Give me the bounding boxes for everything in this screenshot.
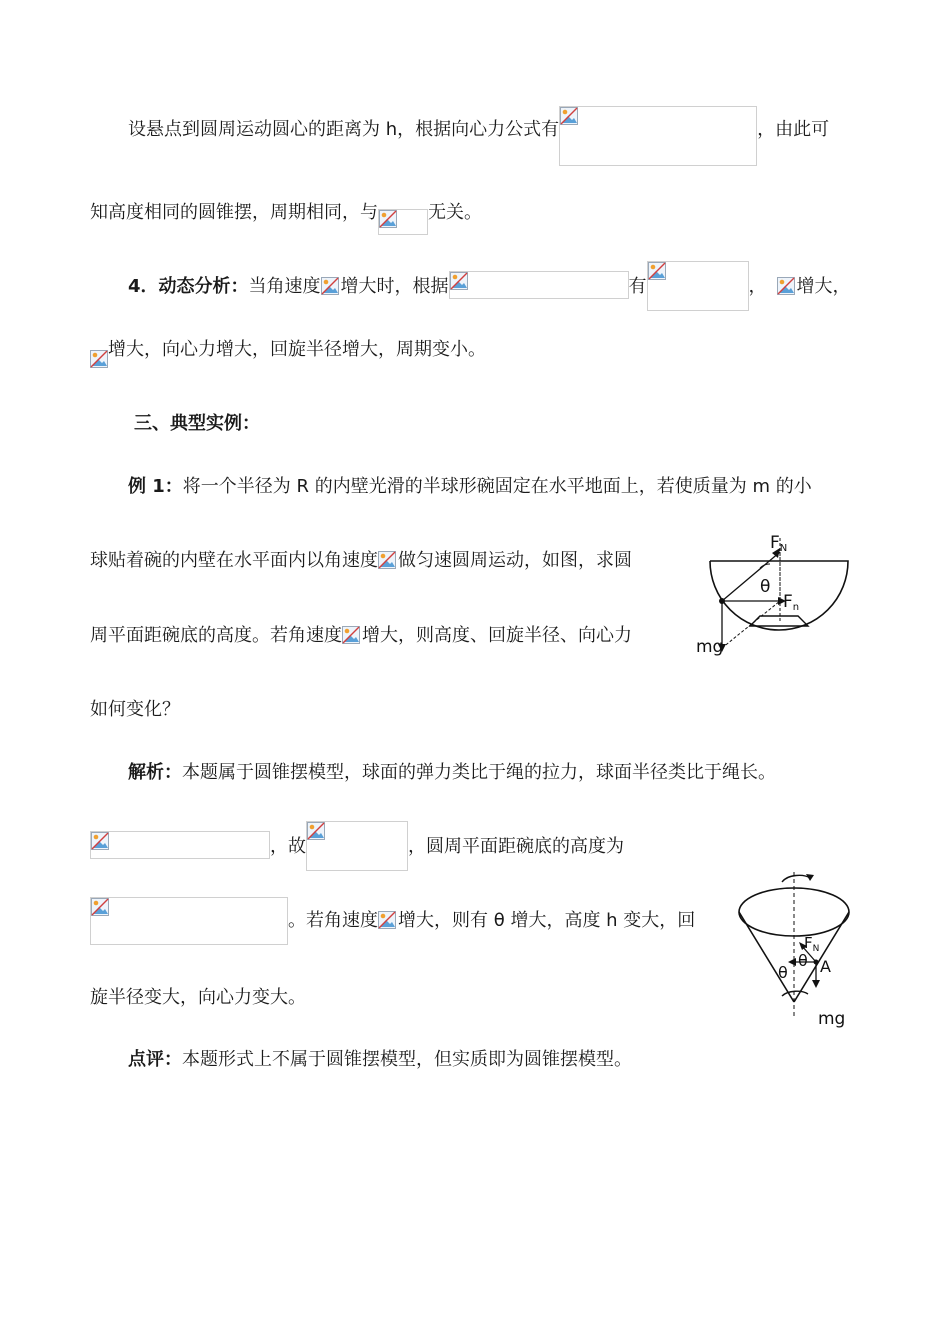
omega-symbol-image (378, 911, 398, 931)
arrowhead (812, 980, 820, 988)
rotation-arrow-bottom (782, 991, 808, 996)
analysis-label: 解析： (128, 762, 182, 783)
formula-image (449, 271, 629, 299)
text-run: ，故 (270, 836, 306, 857)
label-fn-sub: N (812, 944, 820, 954)
broken-image-icon (378, 551, 396, 569)
omega-symbol-image (342, 626, 362, 646)
label-fn2: F (783, 592, 793, 612)
paragraph-line-1 (128, 118, 829, 178)
text-run: 有 (628, 276, 647, 297)
text-run: 增大，则高度、回旋半径、向心力 (362, 625, 632, 646)
example-label: 例 1： (128, 476, 183, 497)
text-run: 做匀速圆周运动，如图，求圆 (398, 550, 632, 571)
section-heading: 三、典型实例： (134, 413, 260, 434)
cone-side-left (739, 912, 794, 1002)
comment-label: 点评： (128, 1049, 182, 1070)
formula-image (90, 897, 288, 945)
text-run: 增大时，根据 (340, 276, 449, 297)
example-line-2 (90, 549, 632, 573)
formula-image (378, 209, 428, 235)
rotation-arrow-top (782, 875, 810, 882)
example-line-3 (90, 624, 632, 648)
analysis-line-1 (128, 761, 776, 785)
normal-force-arrow (722, 552, 780, 601)
text-run: 本题形式上不属于圆锥摆模型，但实质即为圆锥摆模型。 (182, 1049, 632, 1070)
broken-image-icon (560, 107, 578, 125)
paragraph-line-2 (90, 201, 482, 227)
text-run: 增大， (796, 276, 851, 297)
omega-symbol-image (378, 551, 398, 571)
arrowhead (806, 874, 814, 881)
label-fn: F (804, 934, 813, 952)
example-line-4: 如何变化？ (90, 699, 180, 720)
analysis-line-3 (90, 909, 695, 957)
theta-symbol-image (777, 277, 797, 297)
text-run: 本题属于圆锥摆模型，球面的弹力类比于绳的拉力，球面半径类比于绳长。 (182, 762, 776, 783)
text-run: 无关。 (428, 202, 482, 223)
formula-image (306, 821, 408, 871)
label-mg: mg (696, 637, 724, 657)
broken-image-icon (450, 272, 468, 290)
text-run: ， (748, 276, 767, 297)
broken-image-icon (307, 822, 325, 840)
broken-image-icon (342, 626, 360, 644)
label-fn: F (770, 533, 780, 553)
ball-a (814, 960, 819, 965)
construction-line (722, 601, 780, 648)
label-fn2-sub: n (792, 602, 800, 613)
text-run: ，圆周平面距碗底的高度为 (408, 836, 624, 857)
text-run: ，由此可 (757, 119, 830, 140)
omega-symbol-image (321, 277, 341, 297)
text-run: 。若角速度 (288, 910, 378, 931)
paragraph-line-4 (90, 338, 486, 362)
bowl-outline (710, 561, 848, 630)
formula-image (559, 106, 757, 166)
broken-image-icon (777, 277, 795, 295)
text-run: 周平面距碗底的高度。若角速度 (90, 625, 342, 646)
label-mg: mg (818, 1009, 846, 1028)
analysis-line-4: 旋半径变大，向心力变大。 (90, 987, 306, 1008)
label-theta: θ (760, 577, 771, 597)
broken-image-icon (379, 210, 397, 228)
broken-image-icon (378, 911, 396, 929)
bowl-stand (750, 616, 808, 626)
label-a: A (820, 957, 831, 976)
broken-image-icon (648, 262, 666, 280)
broken-image-icon (90, 350, 108, 368)
cone-force-diagram (730, 866, 860, 1028)
text-run: 将一个半径为 R 的内壁光滑的半球形碗固定在水平地面上，若使质量为 m 的小 (182, 476, 812, 497)
svg-text:FN (770, 533, 787, 554)
formula-image (90, 831, 270, 859)
label-fn-sub: N (779, 543, 788, 554)
comment-line (128, 1048, 632, 1072)
text-run: 球贴着碗的内壁在水平面内以角速度 (90, 550, 378, 571)
example-line-1 (128, 475, 812, 499)
section-label: 4．动态分析： (128, 276, 249, 297)
symbol-image (90, 350, 108, 370)
broken-image-icon (91, 832, 109, 850)
bowl-force-diagram (690, 528, 860, 660)
text-run: 增大，向心力增大，回旋半径增大，周期变小。 (108, 339, 486, 360)
svg-text:Fn (783, 592, 799, 613)
ball (719, 598, 725, 604)
text-run: 当角速度 (248, 276, 321, 297)
text-run: 设悬点到圆周运动圆心的距离为 h，根据向心力公式有 (128, 119, 560, 140)
paragraph-line-3 (128, 275, 851, 325)
broken-image-icon (321, 277, 339, 295)
label-theta-2: θ (778, 963, 788, 982)
text-run: 增大，则有 θ 增大，高度 h 变大，回 (398, 910, 696, 931)
broken-image-icon (91, 898, 109, 916)
arrowhead (788, 958, 796, 966)
label-theta-1: θ (798, 951, 808, 970)
text-run: 知高度相同的圆锥摆，周期相同，与 (90, 202, 378, 223)
formula-image (647, 261, 749, 311)
analysis-line-2 (90, 835, 624, 885)
